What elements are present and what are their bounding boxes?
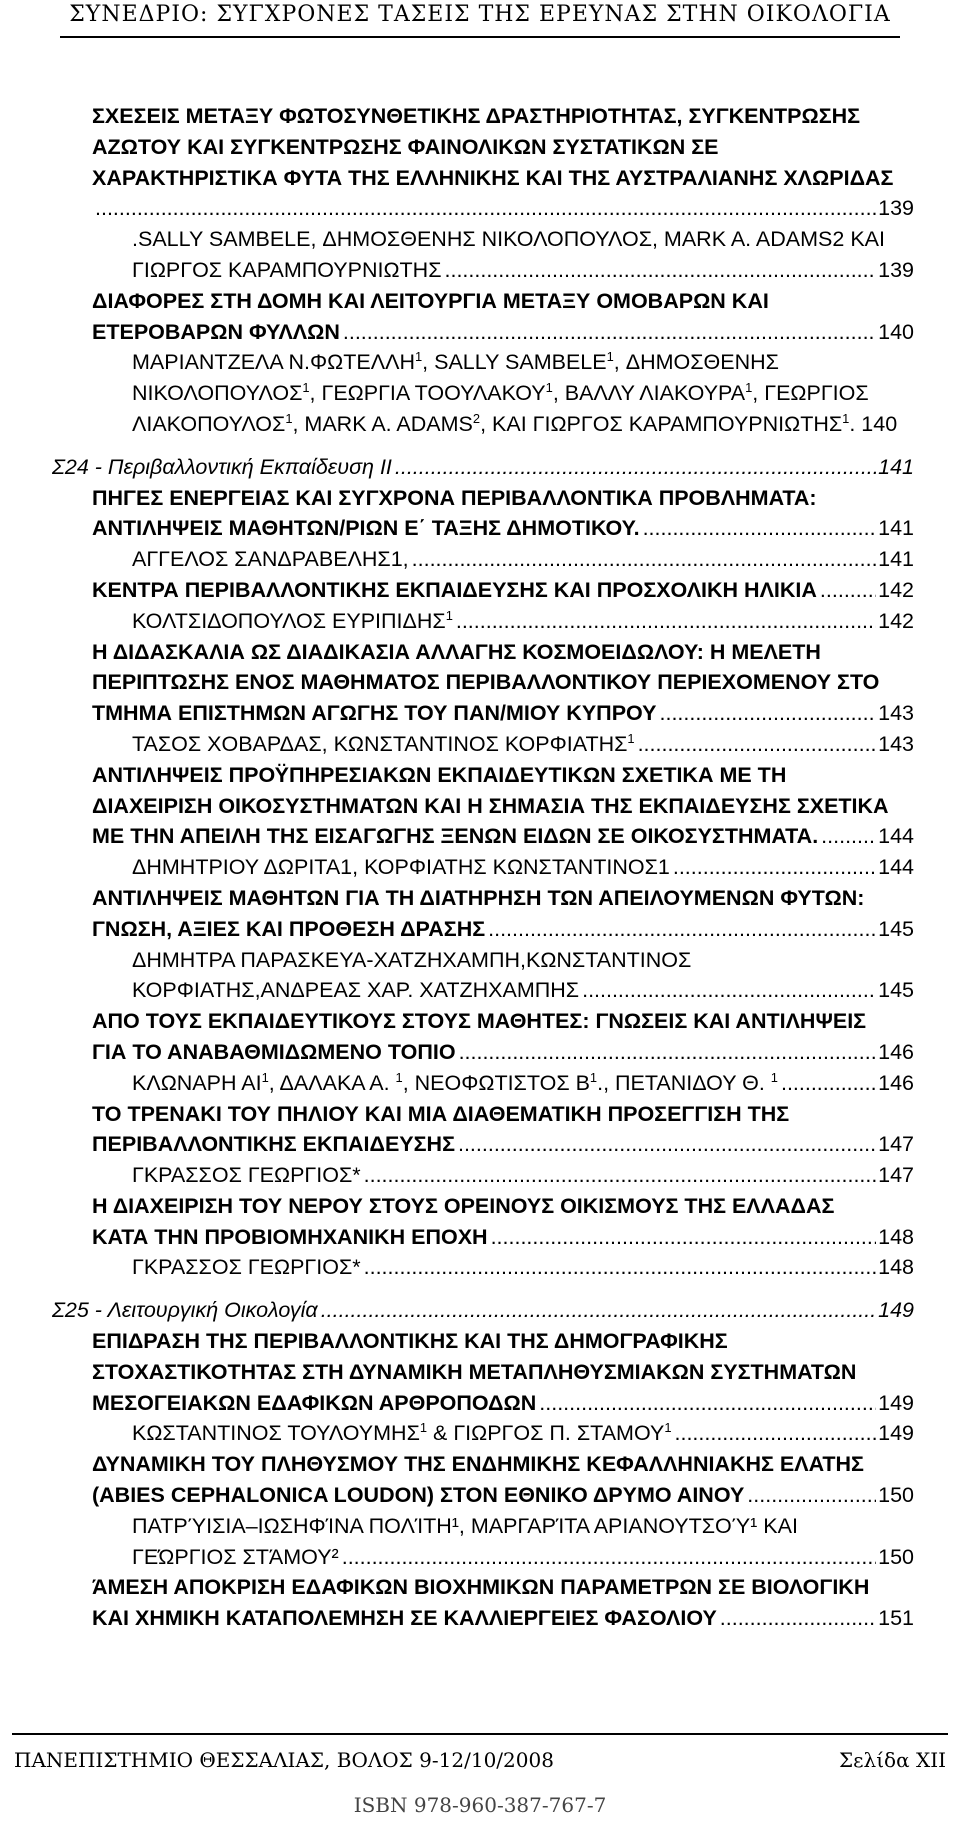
toc-entry-title: ΣΤΟΧΑΣΤΙΚΟΤΗΤΑΣ ΣΤΗ ΔΥΝΑΜΙΚΗ ΜΕΤΑΠΛΗΘΥΣΜΙΑΚΩΝ ΣΥΣΤΗΜΑΤΩΝ [92, 1359, 857, 1384]
toc-section-heading: Σ25 - Λειτουργική Οικολογία ..... 149 [52, 1295, 914, 1326]
toc-entry-title: ΆΜΕΣΗ ΑΠΟΚΡΙΣΗ ΕΔΑΦΙΚΩΝ ΒΙΟΧΗΜΙΚΩΝ ΠΑΡΑΜΕΤΡΩΝ ΣΕ ΒΙΟΛΟΓΙΚΗ [92, 1575, 870, 1600]
toc-entry-authors: ΚΩΣΤΑΝΤΙΝΟΣ ΤΟΥΛΟΥΜΗΣ$^1$ & ΓΙΩΡΓΟΣ Π. ΣΤΑΜΟΥ$^1$ ..... 149 [52, 1418, 914, 1449]
toc-entry-title: ΤΟ ΤΡΕΝΑΚΙ ΤΟΥ ΠΗΛΙΟΥ ΚΑΙ ΜΙΑ ΔΙΑΘΕΜΑΤΙΚΗ ΠΡΟΣΕΓΓΙΣΗ ΤΗΣ [92, 1101, 790, 1126]
page-number: 143 [878, 701, 914, 726]
toc-entry-authors: ΑΓΓΕΛΟΣ ΣΑΝΔΡΑΒΕΛΗΣ1, ..... 141 [52, 544, 914, 575]
toc-entry-title: ΧΑΡΑΚΤΗΡΙΣΤΙΚΑ ΦΥΤΑ ΤΗΣ ΕΛΛΗΝΙΚΗΣ ΚΑΙ ΤΗΣ ΑΥΣΤΡΑΛΙΑΝΗΣ ΧΛΩΡΙΔΑΣ [92, 165, 894, 190]
table-of-contents [52, 101, 914, 1634]
page-number: 146 [878, 1039, 914, 1064]
page-number: 150 [878, 1483, 914, 1508]
footer-page-label: Σελίδα XII [839, 1748, 946, 1772]
toc-entry-title: Η ΔΙΑΧΕΙΡΙΣΗ ΤΟΥ ΝΕΡΟΥ ΣΤΟΥΣ ΟΡΕΙΝΟΥΣ ΟΙΚΙΣΜΟΥΣ ΤΗΣ ΕΛΛΑΔΑΣ [92, 1193, 835, 1218]
toc-entry-authors: ΠΑΤΡΎΙΣΙΑ–ΙΩΣΗΦΊΝΑ ΠΟΛΊΤΗ¹, ΜΑΡΓΑΡΊΤΑ ΑΡΙΑΝΟΥΤΣΟΎ¹ ΚΑΙ [132, 1513, 798, 1538]
page-number: 147 [878, 1163, 914, 1188]
footer-rule [12, 1733, 948, 1735]
toc-entry-title: ΚΑΙ ΧΗΜΙΚΗ ΚΑΤΑΠΟΛΕΜΗΣΗ ΣΕ ΚΑΛΛΙΕΡΓΕΙΕΣ ΦΑΣΟΛΙΟΥ ..... 151 [52, 1603, 914, 1634]
page-number: 147 [878, 1132, 914, 1157]
toc-entry-title: ΚΕΝΤΡΑ ΠΕΡΙΒΑΛΛΟΝΤΙΚΗΣ ΕΚΠΑΙΔΕΥΣΗΣ ΚΑΙ ΠΡΟΣΧΟΛΙΚΗ ΗΛΙΚΙΑ ..... 142 [52, 575, 914, 606]
toc-entry-authors: ΔΗΜΗΤΡΙΟΥ ΔΩΡΙΤΑ1, ΚΟΡΦΙΑΤΗΣ ΚΩΝΣΤΑΝΤΙΝΟΣ1 ..... 144 [52, 852, 914, 883]
toc-entry-authors: ΓΚΡΑΣΣΟΣ ΓΕΩΡΓΙΟΣ* ..... 148 [52, 1252, 914, 1283]
toc-entry-title: Η ΔΙΔΑΣΚΑΛΙΑ ΩΣ ΔΙΑΔΙΚΑΣΙΑ ΑΛΛΑΓΗΣ ΚΟΣΜΟΕΙΔΩΛΟΥ: Η ΜΕΛΕΤΗ [92, 639, 821, 664]
toc-entry-title: ΑΖΩΤΟΥ ΚΑΙ ΣΥΓΚΕΝΤΡΩΣΗΣ ΦΑΙΝΟΛΙΚΩΝ ΣΥΣΤΑΤΙΚΩΝ ΣΕ [92, 134, 719, 159]
toc-entry-authors: ΓΚΡΑΣΣΟΣ ΓΕΩΡΓΙΟΣ* ..... 147 [52, 1160, 914, 1191]
page-number: 148 [878, 1255, 914, 1280]
toc-entry-title: ΚΑΤΑ ΤΗΝ ΠΡΟΒΙΟΜΗΧΑΝΙΚΗ ΕΠΟΧΗ ..... 148 [52, 1222, 914, 1253]
page-number: 143 [878, 731, 914, 756]
toc-entry-title: (ABIES CEPHALONICA LOUDON) ΣΤΟΝ ΕΘΝΙΚΟ ΔΡΥΜΟ ΑΙΝΟΥ ..... 150 [52, 1480, 914, 1511]
toc-entry-title: ΑΝΤΙΛΗΨΕΙΣ ΜΑΘΗΤΩΝ/ΡΙΩΝ Ε΄ ΤΑΞΗΣ ΔΗΜΟΤΙΚΟΥ. ..... 141 [52, 513, 914, 544]
toc-entry-authors: .SALLY SAMBELE, ΔΗΜΟΣΘΕΝΗΣ ΝΙΚΟΛΟΠΟΥΛΟΣ, MARK A. ADAMS2 ΚΑΙ [132, 227, 885, 252]
toc-entry-leader [52, 193, 914, 224]
toc-entry-title: ΠΕΡΙΠΤΩΣΗΣ ΕΝΟΣ ΜΑΘΗΜΑΤΟΣ ΠΕΡΙΒΑΛΛΟΝΤΙΚΟΥ ΠΕΡΙΕΧΟΜΕΝΟΥ ΣΤΟ [92, 670, 880, 695]
toc-entry-title: ΑΝΤΙΛΗΨΕΙΣ ΠΡΟΫΠΗΡΕΣΙΑΚΩΝ ΕΚΠΑΙΔΕΥΤΙΚΩΝ ΣΧΕΤΙΚΑ ΜΕ ΤΗ [92, 762, 787, 787]
toc-entry-authors: ΝΙΚΟΛΟΠΟΥΛΟΣ$^1$, ΓΕΩΡΓΙΑ ΤΟΟΥΛΑΚΟΥ$^1$, ΒΑΛΛΥ ΛΙΑΚΟΥΡΑ$^1$, ΓΕΩΡΓΙΟΣ [132, 380, 869, 406]
toc-entry-title: ΔΙΑΦΟΡΕΣ ΣΤΗ ΔΟΜΗ ΚΑΙ ΛΕΙΤΟΥΡΓΙΑ ΜΕΤΑΞΥ ΟΜΟΒΑΡΩΝ ΚΑΙ [92, 288, 769, 313]
page-number: 139 [878, 257, 914, 282]
toc-entry-title: ΜΕΣΟΓΕΙΑΚΩΝ ΕΔΑΦΙΚΩΝ ΑΡΘΡΟΠΟΔΩΝ ..... 149 [52, 1388, 914, 1419]
isbn: ISBN 978-960-387-767-7 [353, 1793, 607, 1817]
toc-entry-title: ΓΝΩΣΗ, ΑΞΙΕΣ ΚΑΙ ΠΡΟΘΕΣΗ ΔΡΑΣΗΣ ..... 145 [52, 914, 914, 945]
toc-entry-authors: ΚΟΛΤΣΙΔΟΠΟΥΛΟΣ ΕΥΡΙΠΙΔΗΣ$^1$ ..... 142 [52, 606, 914, 637]
toc-entry-title: ΑΠΟ ΤΟΥΣ ΕΚΠΑΙΔΕΥΤΙΚΟΥΣ ΣΤΟΥΣ ΜΑΘΗΤΕΣ: ΓΝΩΣΕΙΣ ΚΑΙ ΑΝΤΙΛΗΨΕΙΣ [92, 1009, 867, 1034]
toc-entry-title: ΑΝΤΙΛΗΨΕΙΣ ΜΑΘΗΤΩΝ ΓΙΑ ΤΗ ΔΙΑΤΗΡΗΣΗ ΤΩΝ ΑΠΕΙΛΟΥΜΕΝΩΝ ΦΥΤΩΝ: [92, 885, 865, 910]
toc-entry-title: ΠΗΓΕΣ ΕΝΕΡΓΕΙΑΣ ΚΑΙ ΣΥΓΧΡΟΝΑ ΠΕΡΙΒΑΛΛΟΝΤΙΚΑ ΠΡΟΒΛΗΜΑΤΑ: [92, 485, 817, 510]
page-number: 149 [878, 1390, 914, 1415]
page-number: 142 [878, 577, 914, 602]
page-number: 149 [878, 1298, 914, 1323]
toc-entry-title: ΔΙΑΧΕΙΡΙΣΗ ΟΙΚΟΣΥΣΤΗΜΑΤΩΝ ΚΑΙ Η ΣΗΜΑΣΙΑ ΤΗΣ ΕΚΠΑΙΔΕΥΣΗΣ ΣΧΕΤΙΚΑ [92, 793, 889, 818]
page-number: 141 [878, 547, 914, 572]
page-number: 148 [878, 1224, 914, 1249]
toc-entry-authors: ΤΑΣΟΣ ΧΟΒΑΡΔΑΣ, ΚΩΝΣΤΑΝΤΙΝΟΣ ΚΟΡΦΙΑΤΗΣ$^1$ ..... 143 [52, 729, 914, 760]
toc-section-heading: Σ24 - Περιβαλλοντική Εκπαίδευση ΙΙ ..... 141 [52, 452, 914, 483]
header-rule [60, 36, 900, 38]
page-number: 145 [878, 916, 914, 941]
toc-entry-authors: ΛΙΑΚΟΠΟΥΛΟΣ$^1$, MARK A. ADAMS$^2$, ΚΑΙ ΓΙΩΡΓΟΣ ΚΑΡΑΜΠΟΥΡΝΙΩΤΗΣ$^1$. 140 [132, 410, 898, 436]
page-number: 141 [878, 516, 914, 541]
toc-entry-title: ΓΙΑ ΤΟ ΑΝΑΒΑΘΜΙΔΩΜΕΝΟ ΤΟΠΙΟ ..... 146 [52, 1037, 914, 1068]
toc-entry-title: ΠΕΡΙΒΑΛΛΟΝΤΙΚΗΣ ΕΚΠΑΙΔΕΥΣΗΣ ..... 147 [52, 1129, 914, 1160]
page-number: 142 [878, 608, 914, 633]
page-number: 144 [878, 824, 914, 849]
page-number: 139 [878, 196, 914, 221]
toc-entry-authors: ΓΕΏΡΓΙΟΣ ΣΤΆΜΟΥ² ..... 150 [52, 1542, 914, 1573]
footer-publisher: ΠΑΝΕΠΙΣΤΗΜΙΟ ΘΕΣΣΑΛΙΑΣ, ΒΟΛΟΣ 9-12/10/2008 [14, 1748, 554, 1772]
toc-entry-authors: ΜΑΡΙΑΝΤΖΕΛΑ Ν.ΦΩΤΕΛΛΗ$^1$, SALLY SAMBELE$^1$, ΔΗΜΟΣΘΕΝΗΣ [132, 349, 779, 375]
toc-entry-title: ΤΜΗΜΑ ΕΠΙΣΤΗΜΩΝ ΑΓΩΓΗΣ ΤΟΥ ΠΑΝ/ΜΙΟΥ ΚΥΠΡΟΥ ..... 143 [52, 698, 914, 729]
page-number: 146 [878, 1070, 914, 1095]
toc-entry-authors: ΔΗΜΗΤΡΑ ΠΑΡΑΣΚΕΥΑ-ΧΑΤΖΗΧΑΜΠΗ,ΚΩΝΣΤΑΝΤΙΝΟΣ [132, 947, 692, 972]
page-number: 140 [878, 319, 914, 344]
toc-entry-title: ΔΥΝΑΜΙΚΗ ΤΟΥ ΠΛΗΘΥΣΜΟΥ ΤΗΣ ΕΝΔΗΜΙΚΗΣ ΚΕΦΑΛΛΗΝΙΑΚΗΣ ΕΛΑΤΗΣ [92, 1452, 864, 1477]
page-number: 145 [878, 978, 914, 1003]
toc-entry-authors: ΚΟΡΦΙΑΤΗΣ,ΑΝΔΡΕΑΣ ΧΑΡ. ΧΑΤΖΗΧΑΜΠΗΣ ..... 145 [52, 975, 914, 1006]
page-number: 149 [878, 1421, 914, 1446]
toc-entry-title: ΣΧΕΣΕΙΣ ΜΕΤΑΞΥ ΦΩΤΟΣΥΝΘΕΤΙΚΗΣ ΔΡΑΣΤΗΡΙΟΤΗΤΑΣ, ΣΥΓΚΕΝΤΡΩΣΗΣ [92, 104, 861, 128]
running-header: ΣΥΝΕΔΡΙΟ: ΣΥΓΧΡΟΝΕΣ ΤΑΣΕΙΣ ΤΗΣ ΕΡΕΥΝΑΣ ΣΤΗΝ ΟΙΚΟΛΟΓΙΑ [69, 2, 891, 27]
page-number: 151 [878, 1606, 914, 1631]
page-number: 141 [878, 454, 914, 479]
page-number: 150 [878, 1544, 914, 1569]
page-number: 144 [878, 855, 914, 880]
toc-entry-authors: ΓΙΩΡΓΟΣ ΚΑΡΑΜΠΟΥΡΝΙΩΤΗΣ ..... 139 [52, 255, 914, 286]
toc-entry-authors: ΚΛΩΝΑΡΗ $AI^1$, ΔΑΛΑΚΑ Α. $^1$, ΝΕΟΦΩΤΙΣΤΟΣ $B^1$., ΠΕΤΑΝΙΔΟΥ Θ. $^1$ ..... 146 [52, 1068, 914, 1099]
toc-entry-title: ΜΕ ΤΗΝ ΑΠΕΙΛΗ ΤΗΣ ΕΙΣΑΓΩΓΗΣ ΞΕΝΩΝ ΕΙΔΩΝ ΣΕ ΟΙΚΟΣΥΣΤΗΜΑΤΑ. ..... 144 [52, 821, 914, 852]
toc-entry-title: ΕΤΕΡΟΒΑΡΩΝ ΦΥΛΛΩΝ ..... 140 [52, 317, 914, 348]
toc-entry-title: ΕΠΙΔΡΑΣΗ ΤΗΣ ΠΕΡΙΒΑΛΛΟΝΤΙΚΗΣ ΚΑΙ ΤΗΣ ΔΗΜΟΓΡΑΦΙΚΗΣ [92, 1329, 728, 1354]
